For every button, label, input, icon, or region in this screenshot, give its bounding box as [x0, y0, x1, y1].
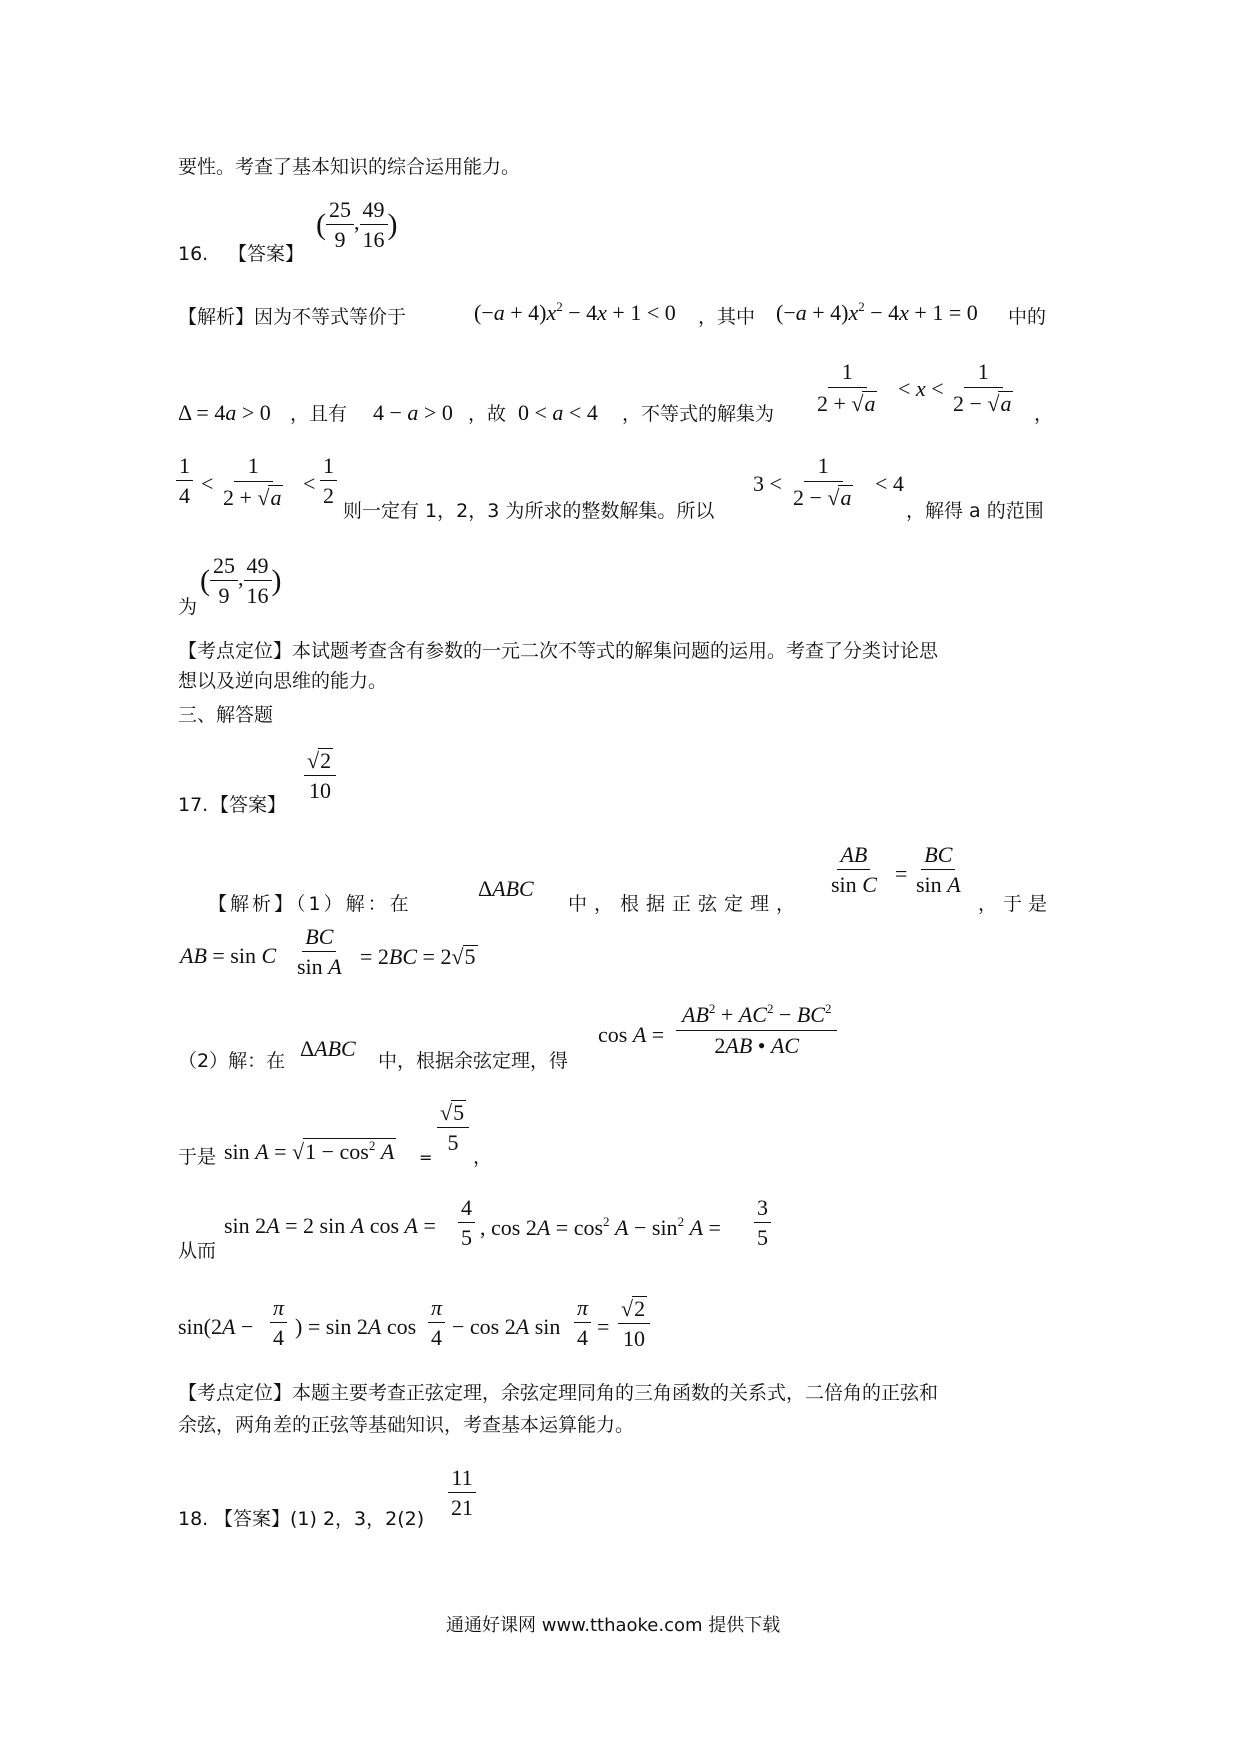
analysis-text: 中的 [1008, 306, 1047, 328]
math-fraction: BC sin A [297, 924, 342, 980]
math-fraction: BC sin A [916, 842, 961, 898]
math-fraction: 1 2 + √a [223, 453, 282, 511]
math-fraction: 1 2 [320, 454, 337, 507]
analysis-text: ，故 [468, 403, 507, 425]
math-answer-16: ( $\frac{25}{9}$ , $\frac{49}{16}$ ) [316, 197, 398, 253]
analysis-text: 【解析】（1）解：在 [208, 893, 412, 915]
answer-text: 【答案】(1) 2，3，2(2) [214, 1508, 425, 1530]
math-inequality: < x < [898, 376, 944, 401]
math-equation: = [597, 1314, 610, 1339]
text-line: 要性。考查了基本知识的综合运用能力。 [178, 156, 521, 178]
analysis-text: 中，根据余弦定理，得 [378, 1050, 569, 1072]
analysis-text: ，不等式的解集为 [622, 403, 775, 425]
math-equation: $(-a + 4)x^2 - 4x + 1 = 0$ [776, 299, 978, 325]
math-triangle: ΔABC [300, 1036, 356, 1061]
math-fraction: 1 2 + √a [817, 359, 876, 417]
punctuation: ， [473, 1146, 493, 1168]
math-symbol: 3 < [753, 471, 782, 496]
analysis-text: ，且有 [290, 403, 348, 425]
math-fraction: π 4 [428, 1296, 445, 1349]
analysis-text: 为 [178, 596, 198, 618]
math-fraction: 1 2 − √a [793, 453, 852, 511]
math-equation: , $\cos 2A = \cos^2 A - \sin^2 A$ = [480, 1214, 721, 1240]
math-equation: AB = sin C [180, 943, 277, 968]
question-number: 17. [178, 794, 209, 816]
analysis-text: 【解析】因为不等式等价于 [178, 306, 407, 328]
math-fraction: 1 2 − √a [953, 359, 1012, 417]
math-range: 0 < a < 4 [518, 400, 598, 425]
math-triangle: ΔABC [478, 876, 534, 901]
math-condition: 4 − a > 0 [373, 400, 453, 425]
math-fraction: $AB^2 + AC^2 - BC^2$ 2AB • AC [676, 1002, 837, 1057]
math-symbol: < [303, 471, 316, 496]
analysis-text: 从而 [178, 1240, 217, 1262]
math-fraction: 4 5 [458, 1196, 475, 1249]
math-fraction: π 4 [270, 1296, 287, 1349]
math-equation: sin(2A − [178, 1314, 254, 1339]
math-equation: − cos 2A sin [452, 1314, 561, 1339]
answer-label: 【答案】 [210, 794, 287, 816]
math-answer-17: √2 10 [304, 748, 336, 802]
answer-label: 【答案】 [228, 243, 305, 265]
math-equation: ) = sin 2A cos [295, 1314, 417, 1339]
math-inequality: $(-a + 4)x^2 - 4x + 1 < 0$ [474, 299, 676, 325]
question-number: 18. [178, 1508, 209, 1530]
math-equation: $\sin A = √1 - \cos^2 A$ [224, 1138, 395, 1164]
math-equation: sin 2A = 2 sin A cos A = [224, 1213, 436, 1238]
key-point-text: 【考点定位】本试题考查含有参数的一元二次不等式的解集问题的运用。考查了分类讨论思 [178, 640, 939, 662]
question-number: 16. [178, 243, 209, 265]
math-symbol: = [895, 861, 908, 886]
math-fraction: √5 5 [437, 1100, 469, 1154]
math-delta: Δ = 4a > 0 [178, 400, 271, 425]
key-point-text: 想以及逆向思维的能力。 [178, 670, 388, 692]
page-footer: 通通好课网 www.tthaoke.com 提供下载 [446, 1615, 781, 1636]
analysis-text: （2）解：在 [178, 1050, 286, 1072]
math-fraction: √2 10 [618, 1296, 650, 1350]
analysis-text: 于是 [178, 1146, 217, 1168]
analysis-text: ，其中 [698, 306, 756, 328]
math-answer-18: 11 21 [448, 1466, 476, 1519]
math-fraction: 3 5 [754, 1196, 771, 1249]
section-heading: 三、解答题 [178, 704, 274, 726]
punctuation: ， [1034, 403, 1054, 425]
math-symbol: < [201, 471, 214, 496]
key-point-text: 【考点定位】本题主要考查正弦定理，余弦定理同角的三角函数的关系式，二倍角的正弦和 [178, 1382, 939, 1404]
analysis-text: 中，根据正弦定理， [568, 893, 803, 915]
analysis-text: ，于是 [978, 893, 1054, 915]
math-symbol: < 4 [875, 471, 904, 496]
math-answer-range: ( $\frac{25}{9}$ , $\frac{49}{16}$ ) [200, 553, 282, 609]
key-point-text: 余弦，两角差的正弦等基础知识，考查基本运算能力。 [178, 1414, 635, 1436]
analysis-text: 则一定有 1，2，3 为所求的整数解集。所以 [343, 500, 715, 522]
math-equation: cos A = [598, 1022, 665, 1047]
math-symbol: = [419, 1148, 433, 1167]
math-fraction: 1 4 [176, 454, 193, 507]
math-equation: = 2BC = 2√5 [360, 944, 476, 969]
math-fraction: AB sin C [831, 842, 877, 898]
math-fraction: π 4 [574, 1296, 591, 1349]
analysis-text: ，解得 a 的范围 [906, 500, 1044, 522]
